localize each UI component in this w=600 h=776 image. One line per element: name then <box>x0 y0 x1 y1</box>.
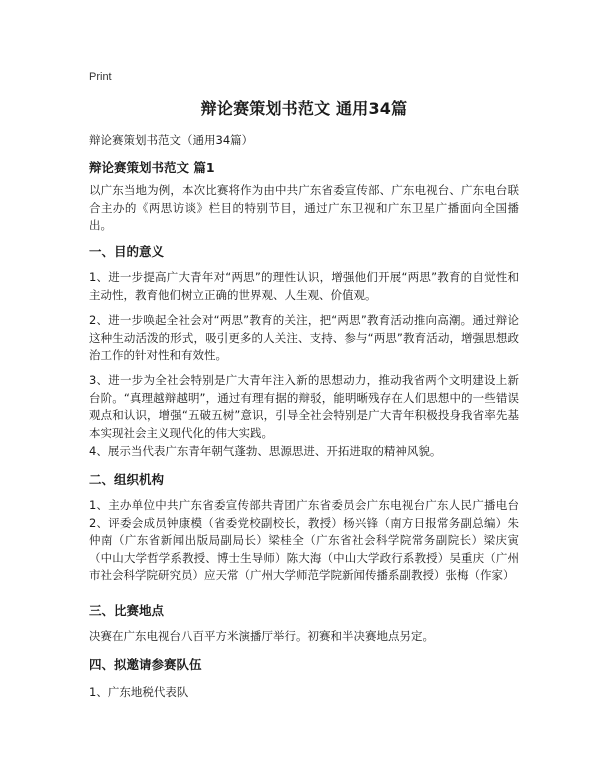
purpose-paragraph-1: 1、进一步提高广大青年对“两思”的理性认识，增强他们开展“两思”教育的自觉性和主动性，教育他们树立正确的世界观、人生观、价值观。 <box>89 270 519 302</box>
teams-paragraph-1: 1、广东地税代表队 <box>89 685 189 699</box>
document-title: 辩论赛策划书范文 通用34篇 <box>200 99 408 118</box>
document-subtitle: 辩论赛策划书范文（通用34篇） <box>89 133 254 147</box>
purpose-paragraph-4: 4、展示当代表广东青年朝气蓬勃、思源思进、开拓进取的精神风貌。 <box>89 444 442 458</box>
intro-paragraph: 以广东当地为例，本次比赛将作为由中共广东省委宣传部、广东电视台、广东电台联合主办的《两思访谈》栏目的特别节目，通过广东卫视和广东卫星广播面向全国播出。 <box>89 183 519 232</box>
section-heading-venue: 三、比赛地点 <box>89 603 165 618</box>
print-link[interactable]: Print <box>89 71 112 83</box>
section-heading-purpose: 一、目的意义 <box>89 244 165 259</box>
purpose-paragraph-3: 3、进一步为全社会特别是广大青年注入新的思想动力，推动我省两个文明建设上新台阶。“真理越辩越明”，通过有理有据的辩驳，能明晰残存在人们思想中的一些错误观点和认识，增强“五破五树”意识，引导全社会特别是广大青年积极投身我省率先基本实现社会主义现代化的伟大实践。 <box>89 373 519 440</box>
article-heading: 辩论赛策划书范文 篇1 <box>89 160 215 175</box>
section-heading-teams: 四、拟邀请参赛队伍 <box>89 657 202 672</box>
section-heading-organization: 二、组织机构 <box>89 472 165 487</box>
purpose-paragraph-2: 2、进一步唤起全社会对“两思”教育的关注，把“两思”教育活动推向高潮。通过辩论这种生动活泼的形式，吸引更多的人关注、支持、参与“两思”教育活动，增强思想政治工作的针对性和有效性。 <box>89 313 519 362</box>
venue-paragraph: 决赛在广东电视台八百平方米演播厅举行。初赛和半决赛地点另定。 <box>89 629 434 643</box>
organization-paragraph: 1、主办单位中共广东省委宣传部共青团广东省委员会广东电视台广东人民广播电台2、评委会成员钟康模（省委党校副校长，教授）杨兴锋（南方日报常务副总编）朱仲南（广东省新闻出版局副局长）梁桂全（广东省社会科学院常务副院长）梁庆寅（中山大学哲学系教授、博士生导师）陈大海（中山大学政行系教授）吴重庆（广州市社会科学院研究员）应天常（广州大学师范学院新闻传播系副教授）张梅（作家） <box>89 498 519 582</box>
